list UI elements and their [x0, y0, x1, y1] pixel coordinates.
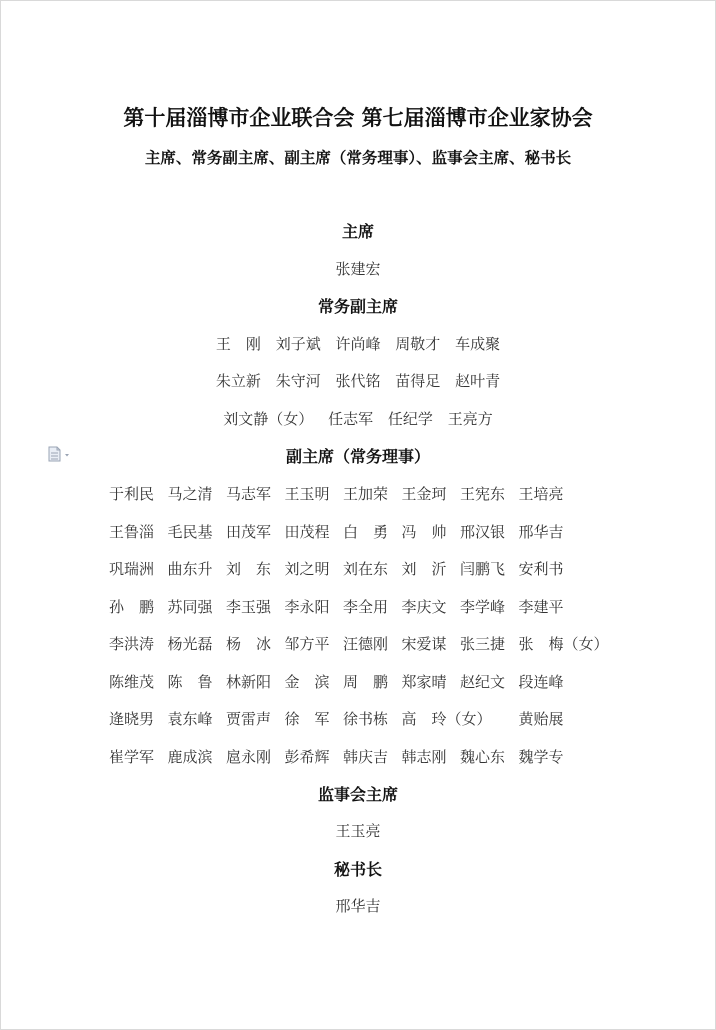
vice-chairman-name: 崔学军 [109, 747, 155, 766]
vice-chairman-name: 逄晓男 [109, 710, 155, 728]
vice-chairman-name: 王加荣 [343, 485, 389, 503]
vice-chairman-name: 王玉明 [284, 485, 330, 503]
document-subtitle: 主席、常务副主席、副主席（常务理事）、监事会主席、秘书长 [144, 148, 572, 167]
executive-vice-name: 任纪学 [387, 410, 433, 428]
supervisory-name: 王玉亮 [335, 822, 381, 840]
section-heading-secretary: 秘书长 [333, 860, 382, 879]
executive-vice-name: 任志军 [328, 410, 374, 428]
vice-chairman-name: 刘 沂 [401, 560, 447, 578]
vice-chairman-name: 扈永刚 [226, 747, 272, 766]
section-heading-executive-vice: 常务副主席 [317, 297, 398, 316]
vice-chairman-name: 徐书栋 [343, 710, 389, 728]
vice-chairman-name: 马之清 [167, 485, 213, 503]
executive-vice-name: 刘子斌 [275, 335, 321, 353]
executive-vice-name: 王亮方 [447, 410, 493, 428]
vice-chairman-name: 李全用 [343, 597, 389, 616]
executive-vice-name: 王 刚 [215, 335, 261, 353]
vice-chairman-name: 田茂军 [226, 522, 272, 541]
vice-chairman-name: 巩瑞洲 [109, 560, 155, 578]
executive-vice-name: 刘文静（女） [223, 410, 314, 428]
executive-vice-name: 苗得足 [395, 372, 441, 390]
vice-chairman-name: 彭希辉 [284, 747, 330, 766]
executive-vice-name: 张代铭 [335, 372, 381, 390]
vice-chairman-name: 邹方平 [284, 635, 330, 653]
vice-chairman-name: 赵纪文 [460, 672, 506, 691]
vice-chairman-name: 马志军 [226, 485, 272, 503]
vice-chairman-name: 白 勇 [343, 522, 389, 541]
executive-vice-row [0, 333, 716, 354]
executive-vice-name: 车成聚 [455, 335, 501, 353]
vice-chairman-name: 刘之明 [284, 560, 330, 578]
vice-chairman-name: 陈维茂 [109, 672, 155, 691]
vice-chairman-name: 李玉强 [226, 597, 272, 616]
vice-chairman-name: 张三捷 [460, 635, 506, 653]
vice-chairman-name: 鹿成滨 [167, 747, 213, 766]
executive-vice-name: 朱守河 [275, 372, 321, 390]
section-heading-vice: 副主席（常务理事） [285, 447, 430, 466]
vice-chairman-name: 陈 鲁 [167, 672, 213, 691]
vice-chairman-name: 林新阳 [226, 672, 272, 691]
vice-chairman-name: 苏同强 [167, 597, 213, 616]
vice-chairman-name: 段连峰 [518, 672, 564, 691]
vice-chairman-name: 汪德刚 [343, 635, 389, 653]
executive-vice-name: 许尚峰 [335, 335, 381, 353]
vice-chairman-name: 周 鹏 [343, 672, 389, 691]
vice-chairman-name: 曲东升 [167, 560, 213, 578]
executive-vice-row [0, 370, 716, 391]
vice-chairman-name: 闫鹏飞 [460, 560, 506, 578]
vice-chairman-name: 刘 东 [226, 560, 272, 578]
vice-chairman-name: 徐 军 [284, 710, 330, 728]
vice-chairman-name: 魏学专 [518, 747, 564, 766]
vice-chairman-name: 袁东峰 [167, 710, 213, 728]
vice-chairman-name: 金 滨 [284, 672, 330, 691]
vice-chairman-name: 毛民基 [167, 522, 213, 541]
vice-chairman-name: 李庆文 [401, 597, 447, 616]
executive-vice-name: 朱立新 [215, 372, 261, 390]
section-heading-chairman: 主席 [341, 222, 374, 241]
vice-chairman-name: 魏心东 [460, 747, 506, 766]
executive-vice-name: 赵叶青 [455, 372, 501, 390]
vice-chairman-name: 高 玲（女） [401, 710, 492, 728]
vice-chairman-name: 黄贻展 [518, 710, 564, 728]
vice-chairman-name: 李洪涛 [109, 635, 155, 653]
vice-chairman-name: 杨光磊 [167, 635, 213, 653]
document-title: 第十届淄博市企业联合会 第七届淄博市企业家协会 [123, 105, 593, 130]
vice-chairman-name: 安利书 [518, 560, 564, 578]
vice-chairman-name: 李学峰 [460, 597, 506, 616]
vice-chairman-name: 韩志刚 [401, 747, 447, 766]
vice-chairman-name: 王鲁淄 [109, 522, 155, 541]
section-heading-supervisory: 监事会主席 [317, 785, 398, 804]
vice-chairman-name: 宋爱谋 [401, 635, 447, 653]
chairman-name: 张建宏 [335, 260, 381, 278]
vice-chairman-name: 于利民 [109, 485, 155, 503]
vice-chairman-name: 李建平 [518, 597, 564, 616]
executive-vice-name: 周敬才 [395, 335, 441, 353]
vice-chairman-name: 王金珂 [401, 485, 447, 503]
secretary-name: 邢华吉 [335, 897, 381, 915]
vice-chairman-name: 李永阳 [284, 597, 330, 616]
executive-vice-row [0, 408, 716, 429]
vice-chairman-name: 邢华吉 [518, 522, 564, 541]
vice-chairman-name: 郑家晴 [401, 672, 447, 691]
vice-chairman-name: 刘在东 [343, 560, 389, 578]
vice-chairman-name: 张 梅（女） [518, 635, 609, 653]
vice-chairman-name: 贾雷声 [226, 710, 272, 728]
vice-chairman-name: 田茂程 [284, 522, 330, 541]
vice-chairman-name: 杨 冰 [226, 635, 272, 653]
vice-chairman-name: 王培亮 [518, 485, 564, 503]
vice-chairman-name: 韩庆吉 [343, 747, 389, 766]
vice-chairman-name: 王宪东 [460, 485, 506, 503]
vice-chairman-name: 孙 鹏 [109, 597, 155, 616]
vice-chairman-name: 冯 帅 [401, 522, 447, 541]
vice-chairman-name: 邢汉银 [460, 522, 506, 541]
